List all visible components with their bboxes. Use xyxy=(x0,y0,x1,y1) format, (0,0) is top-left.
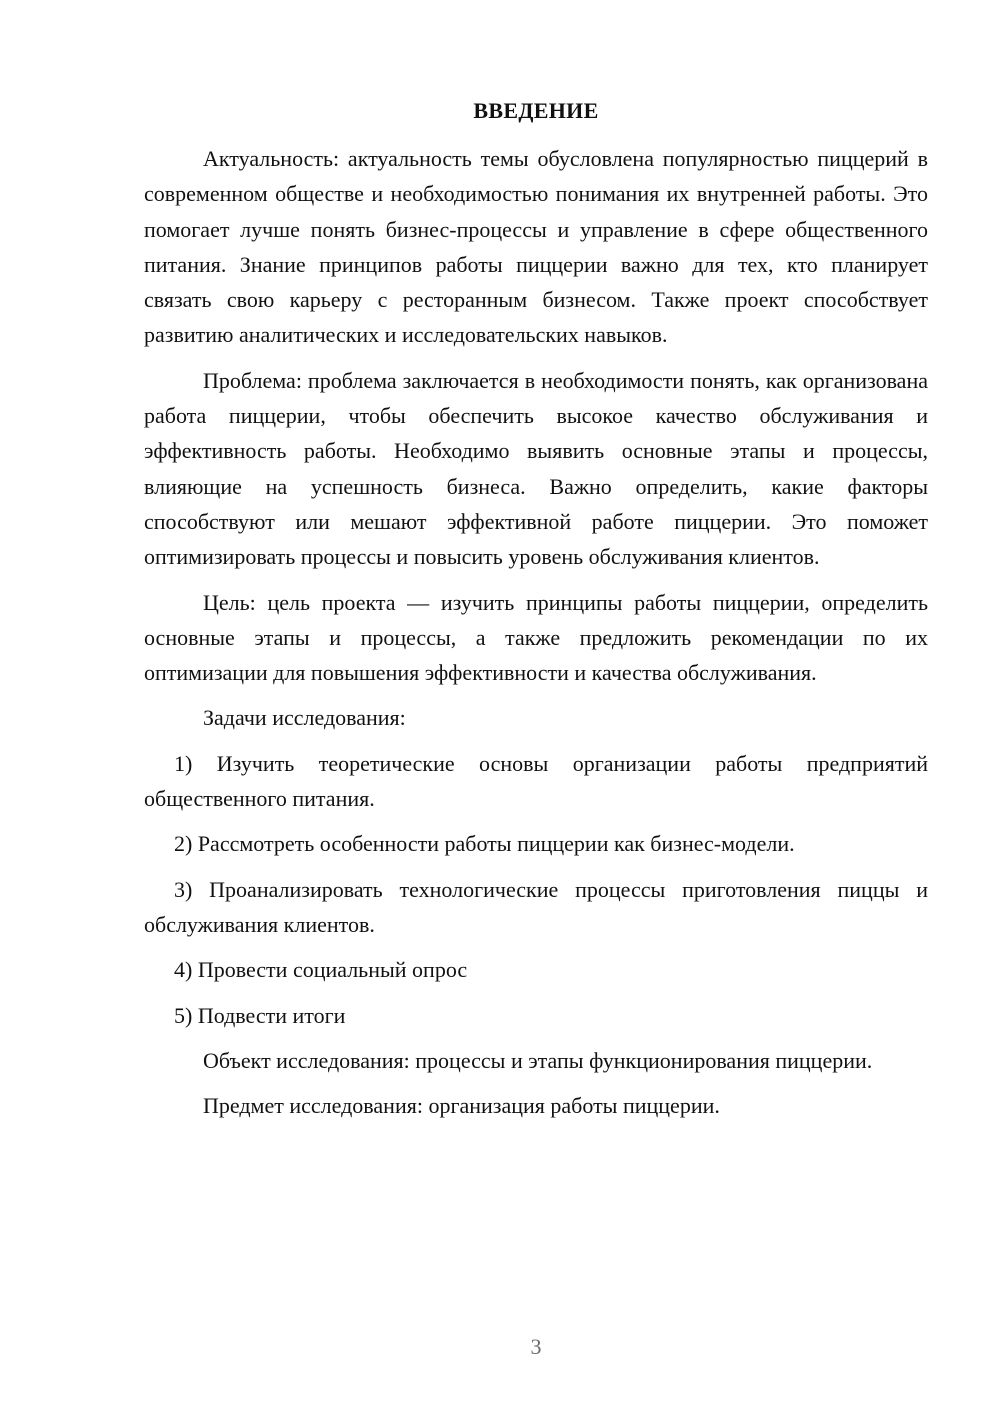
task-item-4: 4) Провести социальный опрос xyxy=(174,957,468,983)
document-body xyxy=(144,141,928,1133)
task-item-3: 3) Проанализировать технологические процессы приготовления пиццы и обслуживания клиентов. xyxy=(144,876,928,937)
paragraph-subject: Предмет исследования: организация работы пиццерии. xyxy=(203,1093,720,1119)
paragraph-goal: Цель: цель проекта — изучить принципы работы пиццерии, определить основные этапы и процессы, а также предложить рекомендации по их оптимизации для повышения эффективности и качества обслуживания. xyxy=(144,589,928,686)
task-item-1: 1) Изучить теоретические основы организации работы предприятий общественного питания. xyxy=(144,750,928,812)
task-item-5: 5) Подвести итоги xyxy=(174,1002,346,1028)
paragraph-tasks-heading: Задачи исследования: xyxy=(203,705,406,731)
paragraph-relevance: Актуальность: актуальность темы обусловлена популярностью пиццерий в современном обществе и необходимостью понимания их внутренней работы. Это помогает лучше понять бизнес-процессы и управление в сфере общественного питания. Знание принципов работы пиццерии важно для тех, кто планирует связать свою карьеру с ресторанным бизнесом. Также проект способствует развитию аналитических и исследовательских навыков. xyxy=(144,146,928,348)
paragraph-problem: Проблема: проблема заключается в необходимости понять, как организована работа пиццерии, чтобы обеспечить высокое качество обслуживания и эффективность работы. Необходимо выявить основные этапы и процессы, влияющие на успешность бизнеса. Важно определить, какие факторы способствуют или мешают эффективной работе пиццерии. Это поможет оптимизировать процессы и повысить уровень обслуживания клиентов. xyxy=(144,367,928,570)
paragraph-object: Объект исследования: процессы и этапы функционирования пиццерии. xyxy=(203,1047,873,1073)
page-number: 3 xyxy=(530,1334,542,1359)
page-title: ВВЕДЕНИЕ xyxy=(473,98,599,123)
task-item-2: 2) Рассмотреть особенности работы пиццерии как бизнес-модели. xyxy=(174,831,795,857)
